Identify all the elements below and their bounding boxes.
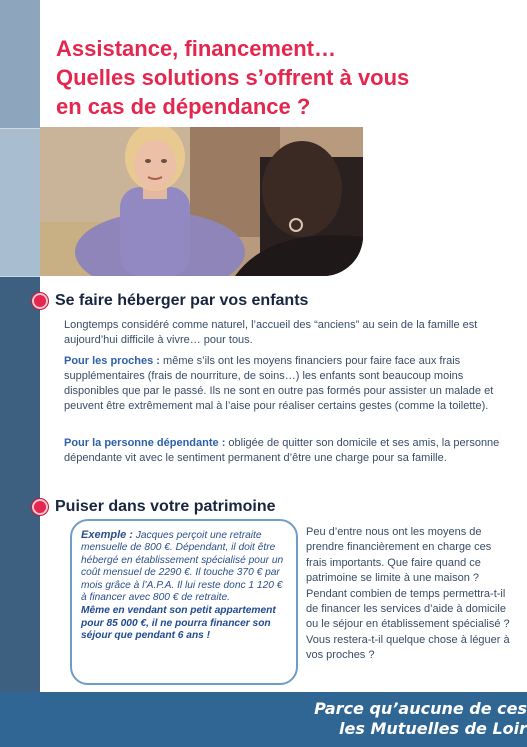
section-title: Puiser dans votre patrimoine (55, 498, 276, 515)
paragraph-lead: Pour la personne dépendante : (64, 437, 226, 449)
paragraph-body: obligée de quitter son domicile et ses amis, la personne dépendante vit avec le sentiment permanent d’être une charge pour sa famille. (64, 437, 500, 464)
band-stripe-middle (0, 128, 40, 276)
example-text (81, 529, 287, 604)
slogan-line-1: Parce qu’aucune de ces (314, 699, 527, 718)
paragraph-dependante (64, 436, 504, 466)
headline-line-2: Quelles solutions s’offrent à vous (56, 65, 410, 90)
paragraph-patrimoine: Peu d’entre nous ont les moyens de prendre financièrement en charge ces frais importants. Que faire quand ce patrimoine se limite à une maison ? Pendant combien de temps permettra-t-il de financer les services d’aide à domicile ou le séjour en établissement spécialisé ? Vous restera-t-il quelque chose à léguer à vos proches ? (306, 526, 510, 662)
example-lead: Exemple : (81, 529, 133, 541)
red-bullet-icon (32, 293, 48, 309)
example-callout-box (70, 519, 298, 685)
paragraph-intro: Longtemps considéré comme naturel, l’accueil des “anciens” au sein de la famille est aujourd’hui difficile à vivre… pour tous. (64, 319, 478, 346)
brochure-page (40, 0, 527, 692)
headline-line-1: Assistance, financement… (56, 36, 336, 61)
example-conclusion: Même en vendant son petit appartement pour 85 000 €, il ne pourra financer son séjour que pendant 6 ans ! (81, 605, 276, 642)
photo-illustration (40, 127, 363, 276)
section-heading-hosting (32, 292, 308, 310)
section-heading-patrimoine (32, 498, 276, 516)
band-stripe-top (0, 0, 40, 128)
headline-line-3: en cas de dépendance ? (56, 94, 311, 119)
footer-banner (0, 692, 527, 747)
section-title: Se faire héberger par vos enfants (55, 292, 309, 309)
red-bullet-icon (32, 499, 48, 515)
page-headline (56, 34, 476, 121)
band-divider (0, 276, 40, 277)
band-divider (0, 128, 40, 129)
footer-slogan (297, 699, 527, 739)
paragraph-body: même s’ils ont les moyens financiers pour faire face aux frais supplémentaires (frais de nourriture, de soins…) les enfants sont beaucoup moins disponibles que par le passé. Ils ne sont en outre pas formés pour assister un malade et peuvent être extrêmement mal à l’aise pour réaliser certains gestes (comme la toilette). (64, 355, 494, 412)
photo-two-women-talking (40, 127, 363, 276)
example-body: Jacques perçoit une retraite mensuelle de 800 €. Dépendant, il doit être hébergé en établissement spécialisé pour un coût mensuel de 2290 €. Il touche 370 € par mois grâce à l’A.P.A. Il lui reste donc 1 120 € à financer avec 800 € de retraite. (81, 530, 284, 604)
paragraph-lead: Pour les proches : (64, 355, 160, 367)
paragraph-proches (64, 354, 504, 414)
left-decorative-band (0, 0, 40, 692)
slogan-line-2: les Mutuelles de Loir (339, 719, 527, 738)
